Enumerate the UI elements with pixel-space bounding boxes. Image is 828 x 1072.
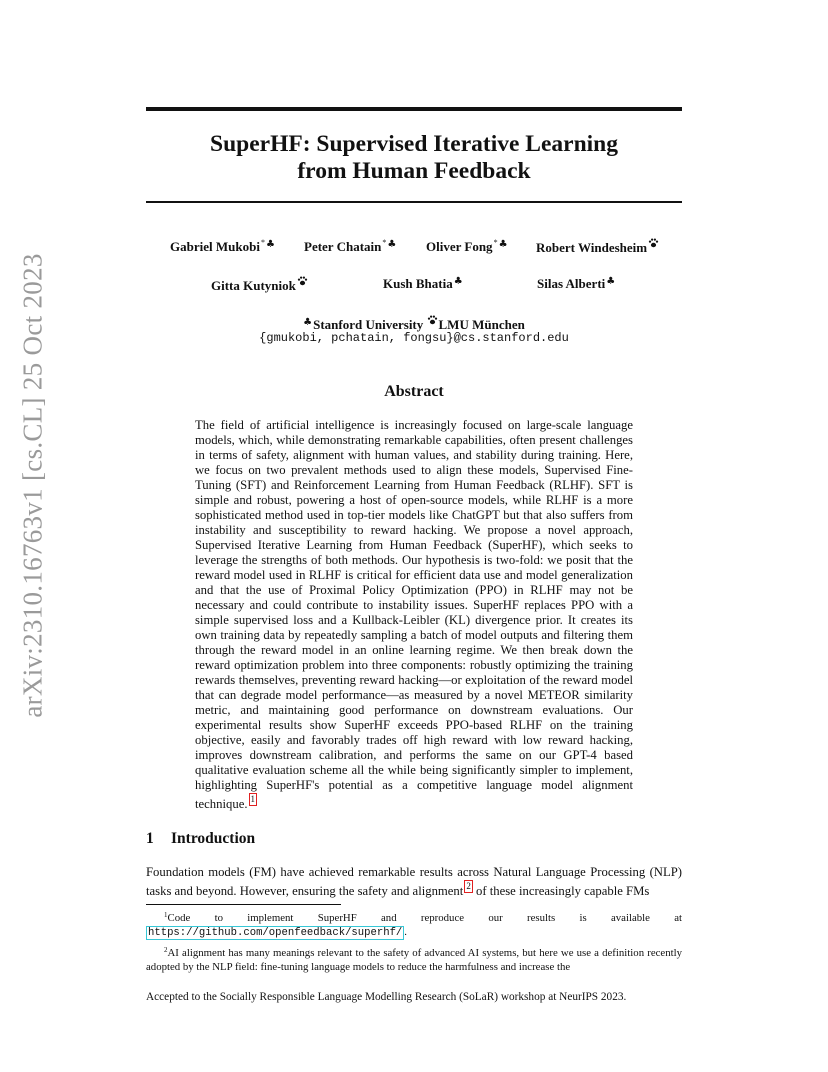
stanford-affil-icon: ♣: [498, 239, 508, 250]
author-peter-chatain: [304, 238, 396, 255]
author-name: Robert Windesheim: [536, 240, 648, 255]
lmu-affil-icon: [427, 315, 438, 328]
footnote-text: AI alignment has many meanings relevant to the safety of advanced AI systems, but here we use a definition recently adopted by the NLP field: fine-tuning language models to reduce the harmfulness and increase the: [146, 947, 682, 973]
author-name: Peter Chatain: [304, 239, 382, 254]
stanford-affil-icon: ♣: [303, 317, 313, 328]
paw-icon: [427, 315, 438, 325]
author-oliver-fong: [426, 238, 508, 255]
affiliation-stanford: Stanford University: [313, 317, 424, 332]
author-gitta-kutyniok: [211, 276, 308, 294]
equal-contribution-mark: *: [382, 238, 387, 247]
title-line-2: from Human Feedback: [297, 158, 531, 184]
equal-contribution-mark: *: [493, 238, 498, 247]
footnote-end: .: [404, 926, 407, 938]
arxiv-stamp: [13, 252, 53, 718]
footnote-link-1[interactable]: 1: [250, 794, 255, 804]
title-bottom-rule: [146, 201, 682, 203]
abstract-heading: Abstract: [384, 383, 444, 400]
section-title: Introduction: [171, 830, 256, 847]
section-number: 1: [146, 830, 154, 847]
footnotes: [146, 908, 682, 977]
paper-title: [146, 131, 682, 185]
author-name: Silas Alberti: [537, 276, 606, 291]
abstract-body: [195, 418, 633, 812]
author-silas-alberti: [537, 276, 615, 292]
code-repo-link[interactable]: https://github.com/openfeedback/superhf/: [148, 927, 403, 939]
arxiv-stamp-text: arXiv:2310.16763v1 [cs.CL] 25 Oct 2023: [17, 252, 48, 718]
equal-contribution-mark: *: [260, 238, 265, 247]
lmu-affil-icon: [297, 276, 308, 289]
footnote-rule: [146, 904, 341, 905]
footnote-marker: 2: [164, 946, 168, 954]
section-heading-introduction: [146, 830, 255, 848]
title-line-1: SuperHF: Supervised Iterative Learning: [210, 131, 618, 157]
venue-note: Accepted to the Socially Responsible Language Modelling Research (SoLaR) workshop at NeurIPS 2023.: [146, 991, 627, 1003]
author-kush-bhatia: [383, 276, 463, 292]
intro-text-part-1: Foundation models (FM) have achieved remarkable results across Natural Language Processing (NLP) tasks and beyond. However, ensuring the safety and alignment: [146, 865, 682, 898]
intro-text-part-2: of these increasingly capable FMs: [472, 884, 650, 898]
affiliation-lmu: LMU München: [438, 317, 525, 332]
stanford-affil-icon: ♣: [606, 276, 616, 287]
author-name: Gitta Kutyniok: [211, 278, 296, 293]
author-robert-windesheim: [536, 238, 659, 256]
footnote-marker: 1: [164, 911, 168, 919]
author-name: Oliver Fong: [426, 239, 493, 254]
contact-email: {gmukobi, pchatain, fongsu}@cs.stanford.edu: [259, 331, 569, 345]
author-gabriel-mukobi: [170, 238, 275, 255]
paw-icon: [297, 276, 308, 286]
footnote-text: Code to implement SuperHF and reproduce our results is available at: [167, 912, 682, 924]
author-name: Gabriel Mukobi: [170, 239, 260, 254]
lmu-affil-icon: [648, 238, 659, 251]
stanford-affil-icon: ♣: [453, 276, 463, 287]
footnote-1: [146, 908, 682, 940]
title-top-rule: [146, 107, 682, 111]
author-name: Kush Bhatia: [383, 276, 453, 291]
footnote-2: [146, 943, 682, 974]
paw-icon: [648, 238, 659, 248]
stanford-affil-icon: ♣: [387, 239, 397, 250]
footnote-link-2[interactable]: 2: [466, 881, 471, 891]
stanford-affil-icon: ♣: [265, 239, 275, 250]
abstract-text: The field of artificial intelligence is increasingly focused on large-scale language models, which, while demonstrating remarkable capabilities, often present challenges in terms of safety, alignment with human values, and stability during training. Here, we focus on two prevalent methods used to align these models, Supervised Fine-Tuning (SFT) and Reinforcement Learning from Human Feedback (RLHF). SFT is simple and robust, powering a host of open-source models, while RLHF is a more sophisticated method used in top-tier models like ChatGPT but that also suffers from instability and susceptibility to reward hacking. We propose a novel approach, Supervised Iterative Learning from Human Feedback (SuperHF), which seeks to leverage the strengths of both methods. Our hypothesis is two-fold: we posit that the reward model used in RLHF is critical for efficient data use and model generalization and that the use of Proximal Policy Optimization (PPO) in RLHF may not be necessary and could contribute to instability issues. SuperHF replaces PPO with a simple supervised loss and a Kullback-Leibler (KL) divergence prior. It creates its own training data by repeatedly sampling a batch of model outputs and filtering them through the reward model in an online learning regime. We then break down the reward optimization problem into three components: robustly optimizing the training rewards themselves, preventing reward hacking—or exploitation of the reward model that can degrade model performance—as measured by a novel METEOR similarity metric, and maintaining good performance on downstream evaluations. Our experimental results show SuperHF exceeds PPO-based RLHF on the training objective, easily and favorably trades off high reward with low reward hacking, improves downstream calibration, and performs the same on our GPT-4 based qualitative evaluation scheme all the while being significantly simpler to implement, highlighting SuperHF's potential as a competitive language model alignment technique.: [195, 418, 633, 811]
introduction-body: [146, 864, 682, 899]
